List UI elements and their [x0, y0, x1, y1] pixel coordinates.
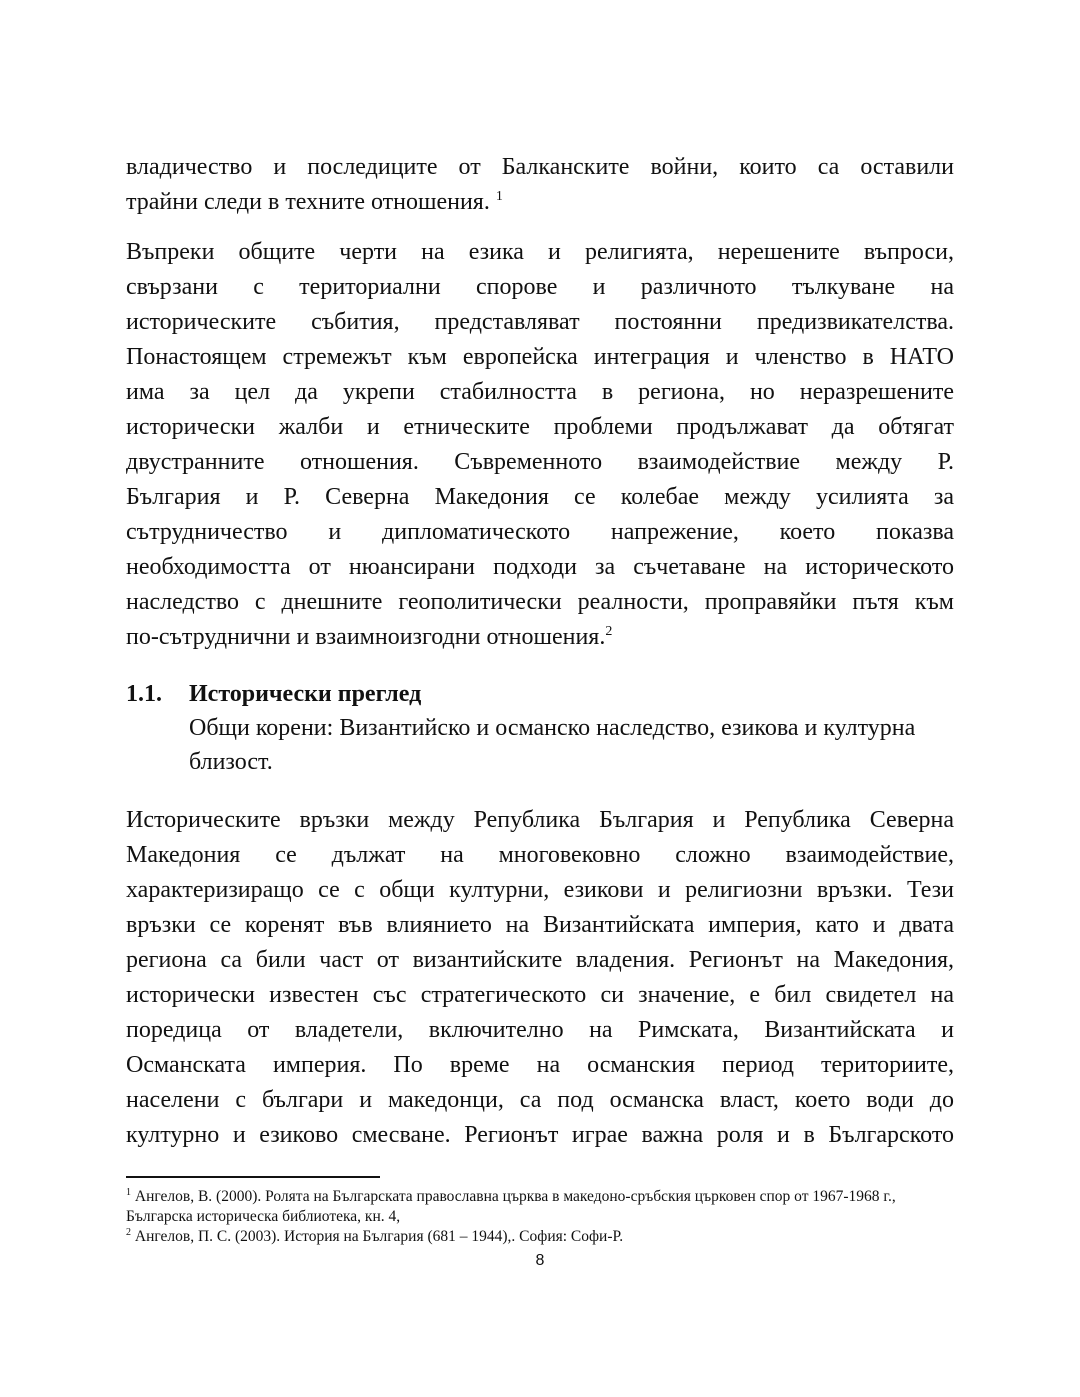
footnote-text: Ангелов, В. (2000). Ролята на Българската православна църква в македоно-сръбския църковен спор от 1967-1968 г., Българска историческа библиотека, кн. 4, — [126, 1188, 896, 1225]
text-line-content: по-сътруднични и взаимноизгодни отношения. — [126, 624, 606, 650]
text-line: Понастоящем стремежът към европейска интеграция и членство в НАТО — [126, 344, 954, 370]
section-heading — [126, 677, 421, 712]
footnote-2 — [126, 1227, 956, 1247]
footnote-ref-1[interactable]: 1 — [495, 189, 503, 204]
text-line — [126, 185, 954, 220]
text-line: България и Р. Северна Македония се колебае между усилията за — [126, 484, 954, 510]
footnote-text: Ангелов, П. С. (2003). История на България (681 – 1944),. София: Софи-Р. — [131, 1228, 624, 1245]
text-line: наследство с днешните геополитически реалности, проправяйки пътя към — [126, 589, 954, 615]
footnote-number: 1 — [126, 1186, 131, 1198]
text-line: двустранните отношения. Съвременното взаимодействие между Р. — [126, 449, 954, 475]
page-number: 8 — [535, 1252, 545, 1269]
text-line: необходимостта от нюансирани подходи за съчетаване на историческото — [126, 554, 954, 580]
text-line — [126, 620, 954, 655]
text-line: исторически жалби и етническите проблеми продължават да обтягат — [126, 414, 954, 440]
footnote-1 — [126, 1187, 956, 1227]
text-line: има за цел да укрепи стабилността в региона, но неразрешените — [126, 379, 954, 405]
text-line: владичество и последиците от Балканските войни, които са оставили — [126, 154, 954, 180]
section-title: Исторически преглед — [189, 681, 422, 707]
text-line: Историческите връзки между Република България и Република Северна — [126, 807, 954, 833]
text-line-content: трайни следи в техните отношения. — [126, 189, 496, 215]
paragraph-2 — [126, 235, 954, 655]
text-line: Османската империя. По време на османския период териториите, — [126, 1052, 954, 1078]
section-number: 1.1. — [126, 681, 162, 707]
text-line: историческите събития, представляват постоянни предизвикателства. — [126, 309, 954, 335]
text-line: свързани с териториални спорове и различното тълкуване на — [126, 274, 954, 300]
text-line: връзки се коренят във влиянието на Византийската империя, като и двата — [126, 912, 954, 938]
text-line: поредица от владетели, включително на Римската, Византийската и — [126, 1017, 954, 1043]
text-line: населени с българи и македонци, са под османска власт, което води до — [126, 1087, 954, 1113]
text-line: исторически известен със стратегическото си значение, е бил свидетел на — [126, 982, 954, 1008]
text-line: културно и езиково смесване. Регионът играе важна роля и в Българското — [126, 1122, 954, 1148]
text-line: Македония се дължат на многовековно сложно взаимодействие, — [126, 842, 954, 868]
text-line: Въпреки общите черти на езика и религията, нерешените въпроси, — [126, 239, 954, 265]
text-line: характеризиращо се с общи културни, езикови и религиозни връзки. Тези — [126, 877, 954, 903]
text-line: сътрудничество и дипломатическото напрежение, което показва — [126, 519, 954, 545]
footnote-ref-2[interactable]: 2 — [605, 624, 613, 639]
section-subtitle: Общи корени: Византийско и османско наследство, езикова и културна близост. — [189, 715, 916, 775]
paragraph-1 — [126, 150, 954, 220]
paragraph-3 — [126, 803, 954, 1153]
footnote-number: 2 — [126, 1226, 131, 1238]
footnote-separator — [126, 1176, 380, 1178]
text-line: региона са били част от византийските владения. Регионът на Македония, — [126, 947, 954, 973]
